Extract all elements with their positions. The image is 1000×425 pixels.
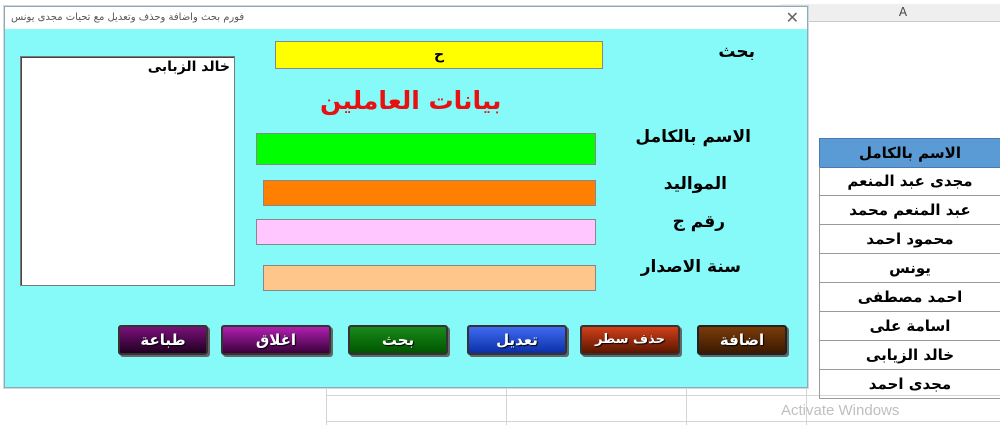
print-button[interactable]: طباعة xyxy=(118,325,208,355)
list-item[interactable]: خالد الزبابى xyxy=(147,59,230,75)
window-title: فورم بحث واضافة وحذف وتعديل مع تحيات مجدى يونس xyxy=(11,12,245,23)
employees-listbox[interactable] xyxy=(20,56,235,286)
issue-year-field[interactable] xyxy=(263,265,596,291)
sheet-header-full-name[interactable]: الاسم بالكامل xyxy=(819,138,1000,168)
birth-date-label: المواليد xyxy=(663,174,727,194)
issue-year-label: سنة الاصدار xyxy=(640,257,741,277)
title-bar[interactable] xyxy=(5,7,807,29)
grid-line xyxy=(686,386,687,425)
id-number-label: رقم ج xyxy=(672,212,725,232)
column-header-a[interactable]: A xyxy=(806,4,1000,22)
search-label: بحث xyxy=(718,42,755,62)
grid-line xyxy=(506,386,507,425)
sheet-cell-name[interactable]: خالد الزيابى xyxy=(819,341,1000,370)
search-input[interactable] xyxy=(275,41,603,69)
close-icon[interactable]: ✕ xyxy=(785,8,799,27)
sheet-cell-name[interactable]: احمد مصطفى xyxy=(819,283,1000,312)
sheet-cell-name[interactable]: يونس xyxy=(819,254,1000,283)
sheet-cell-name[interactable]: مجدى احمد xyxy=(819,370,1000,399)
sheet-cell-name[interactable]: عبد المنعم محمد xyxy=(819,196,1000,225)
id-number-field[interactable] xyxy=(256,219,596,245)
add-button[interactable]: اضافة xyxy=(697,325,787,355)
full-name-label: الاسم بالكامل xyxy=(635,127,751,147)
sheet-cell-name[interactable]: محمود احمد xyxy=(819,225,1000,254)
grid-line xyxy=(326,421,1000,422)
activate-windows-watermark: Activate Windows xyxy=(781,402,900,419)
birth-date-field[interactable] xyxy=(263,180,596,206)
delete-row-button[interactable]: حذف سطر xyxy=(580,325,680,355)
full-name-field[interactable] xyxy=(256,133,596,165)
sheet-cell-name[interactable]: مجدى عبد المنعم xyxy=(819,167,1000,196)
userform-window xyxy=(4,6,808,388)
form-heading: بيانات العاملين xyxy=(320,86,502,115)
search-button[interactable]: بحث xyxy=(348,325,448,355)
grid-line xyxy=(326,386,327,425)
close-button[interactable]: اغلاق xyxy=(221,325,331,355)
sheet-cell-name[interactable]: اسامة على xyxy=(819,312,1000,341)
edit-button[interactable]: تعديل xyxy=(467,325,567,355)
